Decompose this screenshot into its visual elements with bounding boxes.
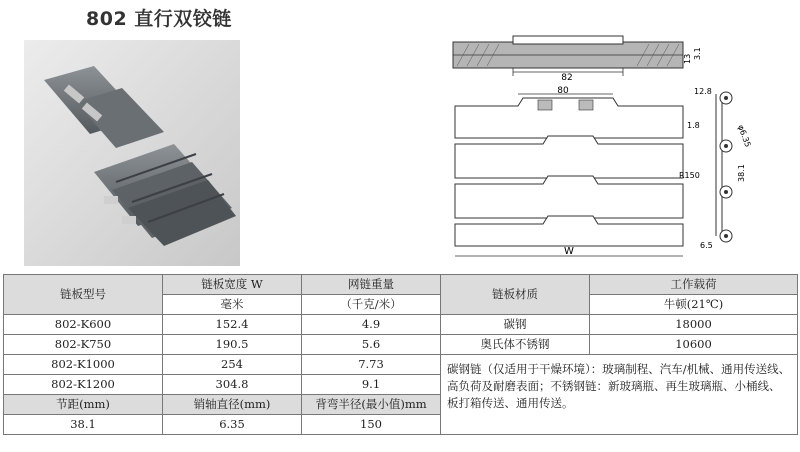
- dim-phi: φ6.35: [736, 123, 753, 149]
- table-row: 802-K750 190.5 5.6 奥氏体不锈钢 10600: [4, 335, 798, 355]
- header-pin: 销轴直径(mm): [163, 395, 302, 415]
- table-row: 802-K600 152.4 4.9 碳钢 18000: [4, 315, 798, 335]
- dim-80: 80: [557, 86, 569, 96]
- header-model: 链板型号: [4, 275, 163, 315]
- header-radius: 背弯半径(最小值)mm: [302, 395, 441, 415]
- dim-6-5: 6.5: [700, 241, 713, 250]
- page-title: 802 直行双铰链: [86, 8, 232, 30]
- spec-table: [3, 274, 798, 435]
- product-photo: [24, 40, 240, 266]
- value-pitch: 38.1: [4, 415, 163, 435]
- dim-1-8: 1.8: [687, 121, 700, 130]
- dim-w: W: [564, 246, 574, 257]
- header-load: 工作载荷: [590, 275, 798, 295]
- header-weight-unit: （千克/米）: [302, 295, 441, 315]
- header-width: 链板宽度 W: [163, 275, 302, 295]
- table-row: 802-K1000 254 7.73 碳钢链（仅适用于干燥环境）：玻璃制程、汽车/机械、通用传送线、高负荷及耐磨表面；不锈钢链：新玻璃瓶、再生玻璃瓶、小桶线、板打箱传送、通用传送。: [4, 355, 798, 375]
- side-view-drawing: [686, 86, 794, 254]
- header-material: 链板材质: [441, 275, 590, 315]
- table-row: 802-K1200 304.8 9.1: [4, 375, 798, 395]
- dim-82: 82: [561, 73, 573, 83]
- value-pin: 6.35: [163, 415, 302, 435]
- header-weight: 网链重量: [302, 275, 441, 295]
- dim-38-1: 38.1: [737, 164, 746, 182]
- dim-12-8: 12.8: [694, 87, 712, 96]
- application-note: 碳钢链（仅适用于干燥环境）：玻璃制程、汽车/机械、通用传送线、高负荷及耐磨表面；不锈钢链：新玻璃瓶、再生玻璃瓶、小桶线、板打箱传送、通用传送。: [441, 355, 798, 435]
- dim-13: 13: [683, 53, 692, 64]
- plan-view-drawing: [443, 86, 701, 266]
- header-pitch: 节距(mm): [4, 395, 163, 415]
- dim-3-1: 3.1: [693, 47, 702, 60]
- header-width-unit: 毫米: [163, 295, 302, 315]
- value-radius: 150: [302, 415, 441, 435]
- dim-r150: R150: [679, 171, 700, 180]
- header-load-unit: 牛顿(21℃): [590, 295, 798, 315]
